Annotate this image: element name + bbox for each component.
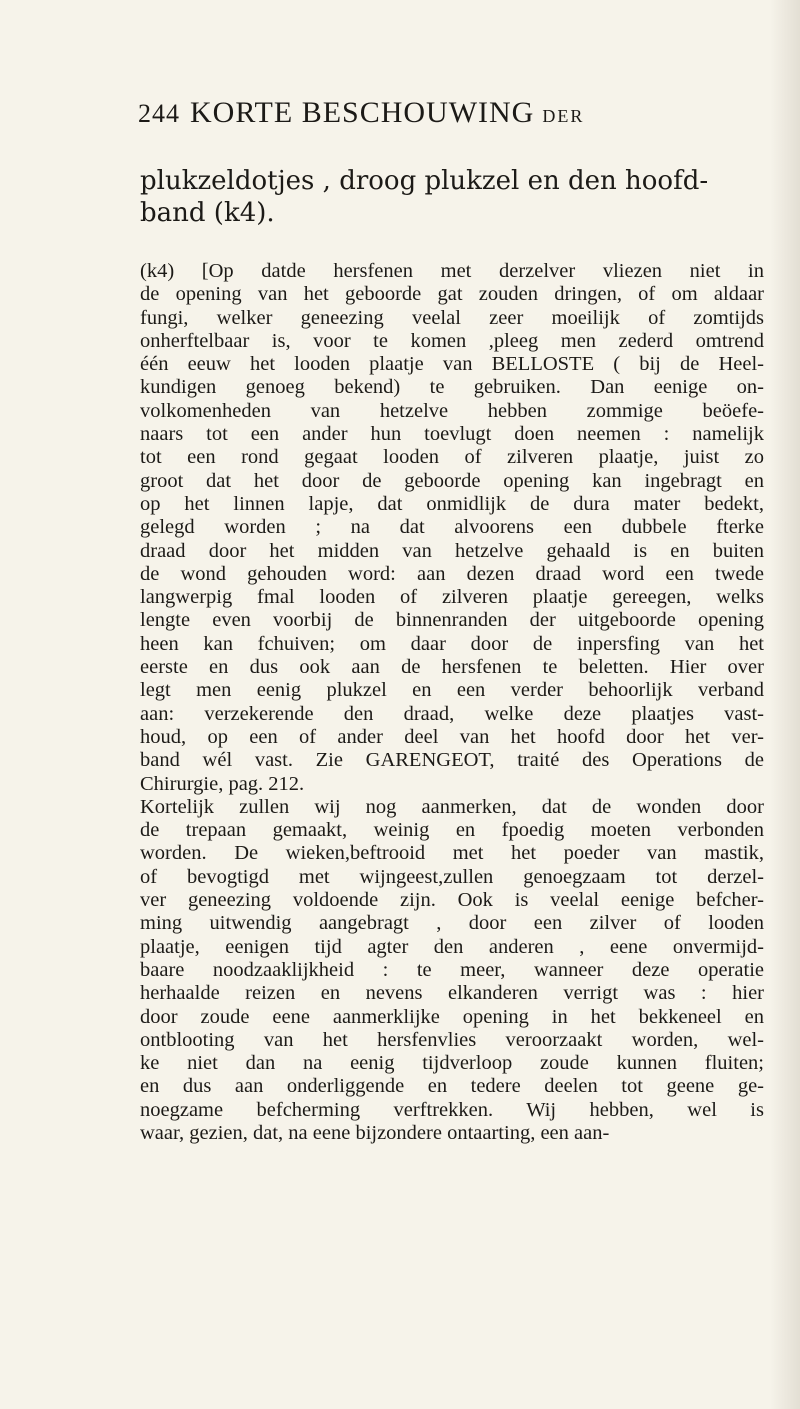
text-line: aan: verzekerende den draad, welke deze plaatjes vast- xyxy=(140,702,764,725)
lead-line: band (k4). xyxy=(140,198,275,228)
text-line: de trepaan gemaakt, weinig en fpoedig moeten verbonden xyxy=(140,819,764,842)
text-line: onherftelbaar is, voor te komen ,pleeg men zederd omtrend xyxy=(140,329,764,352)
text-line: ontblooting van het hersfenvlies veroorzaakt worden, wel- xyxy=(140,1028,764,1051)
text-line: volkomenheden van hetzelve hebben zommige beöefe- xyxy=(140,399,764,422)
text-line: band wél vast. Zie GARENGEOT, traité des Operations de xyxy=(140,749,764,772)
text-line: gelegd worden ; na dat alvoorens een dubbele fterke xyxy=(140,516,764,539)
text-line: noegzame befcherming verftrekken. Wij hebben, wel is xyxy=(140,1098,764,1121)
text-line: houd, op een of ander deel van het hoofd door het ver- xyxy=(140,725,764,748)
text-line: lengte even voorbij de binnenranden der uitgeboorde opening xyxy=(140,609,764,632)
running-header xyxy=(138,96,758,130)
text-line: legt men eenig plukzel en een verder behoorlijk verband xyxy=(140,679,764,702)
text-line: op het linnen lapje, dat onmidlijk de dura mater bedekt, xyxy=(140,492,764,515)
page-number: 244 xyxy=(138,99,180,128)
text-line: ke niet dan na eenig tijdverloop zoude kunnen fluiten; xyxy=(140,1052,764,1075)
text-line: naars tot een ander hun toevlugt doen neemen : namelijk xyxy=(140,423,764,446)
text-line: groot dat het door de geboorde opening kan ingebragt en xyxy=(140,469,764,492)
text-line: fungi, welker geneezing veelal zeer moeilijk of zomtijds xyxy=(140,306,764,329)
text-line: (k4) [Op datde hersfenen met derzelver vliezen niet in xyxy=(140,260,764,282)
text-line: tot een rond gegaat looden of zilveren plaatje, juist zo xyxy=(140,446,764,469)
running-title-tail: DER xyxy=(542,106,585,126)
text-line: draad door het midden van hetzelve gehaald is en buiten xyxy=(140,539,764,562)
text-line: of bevogtigd met wijngeest,zullen genoegzaam tot derzel- xyxy=(140,865,764,888)
text-line: langwerpig fmal looden of zilveren plaatje gereegen, welks xyxy=(140,586,764,609)
text-line: één eeuw het looden plaatje van BELLOSTE ( bij de Heel- xyxy=(140,353,764,376)
lead-paragraph xyxy=(140,165,760,229)
text-line: plaatje, eenigen tijd agter den anderen , eene onvermijd- xyxy=(140,935,764,958)
text-line: waar, gezien, dat, na eene bijzondere ontaarting, een aan- xyxy=(140,1121,610,1144)
text-line: heen kan fchuiven; om daar door de inpersfing van het xyxy=(140,632,764,655)
text-line: worden. De wieken,beftrooid met het poeder van mastik, xyxy=(140,842,764,865)
text-line: Kortelijk zullen wij nog aanmerken, dat de wonden door xyxy=(140,795,764,818)
page-edge-shadow xyxy=(770,0,800,1409)
text-line: ver geneezing voldoende zijn. Ook is veelal eenige befcher- xyxy=(140,889,764,912)
text-line: door zoude eene aanmerklijke opening in het bekkeneel en xyxy=(140,1005,764,1028)
text-line: kundigen genoeg bekend) te gebruiken. Dan eenige on- xyxy=(140,376,764,399)
text-line: herhaalde reizen en nevens elkanderen verrigt was : hier xyxy=(140,982,764,1005)
text-line: baare noodzaaklijkheid : te meer, wanneer deze operatie xyxy=(140,958,764,981)
text-line: de wond gehouden word: aan dezen draad word een twede xyxy=(140,562,764,585)
text-line: ming uitwendig aangebragt , door een zilver of looden xyxy=(140,912,764,935)
text-line: de opening van het geboorde gat zouden dringen, of om aldaar xyxy=(140,283,764,306)
text-line: en dus aan onderliggende en tedere deelen tot geene ge- xyxy=(140,1075,764,1098)
text-line: Chirurgie, pag. 212. xyxy=(140,772,305,795)
running-title: KORTE BESCHOUWING xyxy=(190,96,535,129)
lead-line: plukzeldotjes , droog plukzel en den hoofd- xyxy=(140,166,709,196)
footnote-body xyxy=(140,260,764,1145)
text-line: eerste en dus ook aan de hersfenen te beletten. Hier over xyxy=(140,656,764,679)
